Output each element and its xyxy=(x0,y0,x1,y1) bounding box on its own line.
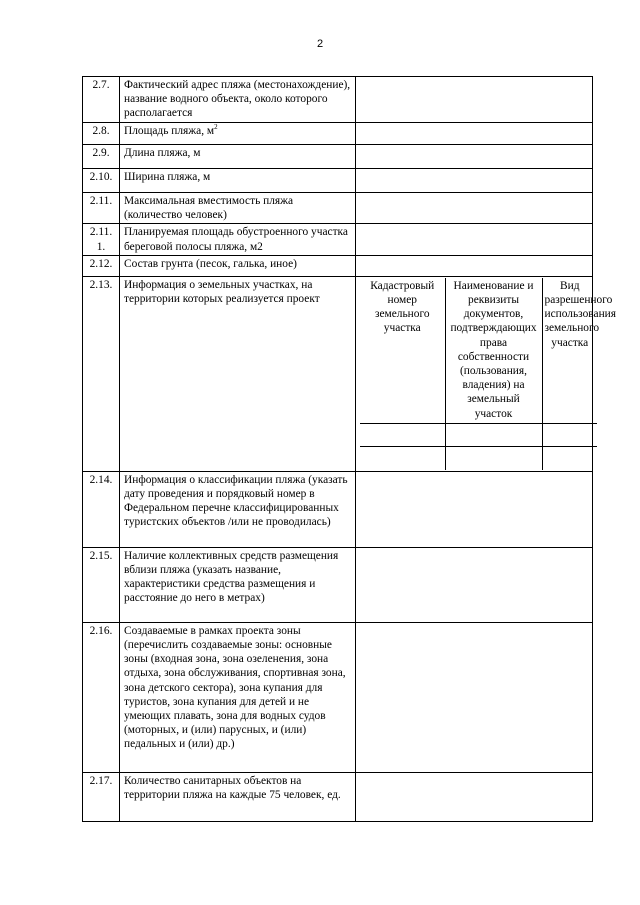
value-cell[interactable] xyxy=(356,772,593,821)
row-label: Информация о классификации пляжа (указать дату проведения и порядковый номер в Федеральном перечне классифицированных туристских объектов /или не проводилась) xyxy=(120,471,356,547)
table-row xyxy=(83,547,593,622)
beach-info-table xyxy=(82,76,617,822)
row-label xyxy=(120,123,356,145)
row-label: Ширина пляжа, м xyxy=(120,169,356,193)
row-label: Планируемая площадь обустроенного участка береговой полосы пляжа, м2 xyxy=(120,224,356,255)
row-number: 2.14. xyxy=(83,471,120,547)
row-number: 2.11. 1. xyxy=(83,224,120,255)
table-row xyxy=(83,276,593,471)
row-number: 2.15. xyxy=(83,547,120,622)
value-cell[interactable] xyxy=(356,224,593,255)
table-row xyxy=(83,145,593,169)
table-row xyxy=(83,123,593,145)
value-cell[interactable] xyxy=(356,123,593,145)
value-cell[interactable] xyxy=(356,547,593,622)
table-row xyxy=(83,193,593,224)
land-cell[interactable] xyxy=(445,424,542,447)
row-label: Длина пляжа, м xyxy=(120,145,356,169)
table-row xyxy=(83,772,593,821)
row-number: 2.10. xyxy=(83,169,120,193)
land-cell[interactable] xyxy=(542,424,597,447)
row-label: Состав грунта (песок, галька, иное) xyxy=(120,255,356,276)
page-number: 2 xyxy=(316,38,324,50)
header-cadastral-number: Кадастровый номер земельного участка xyxy=(360,278,445,424)
row-number: 2.13. xyxy=(83,276,120,471)
row-label-text: Площадь пляжа, м xyxy=(124,125,215,137)
table-row xyxy=(83,224,593,255)
value-cell[interactable] xyxy=(356,145,593,169)
row-label: Фактический адрес пляжа (местонахождение), название водного объекта, около которого располагается xyxy=(120,77,356,123)
table-row xyxy=(83,471,593,547)
land-plots-row xyxy=(360,424,597,447)
row-number: 2.12. xyxy=(83,255,120,276)
value-cell[interactable] xyxy=(356,169,593,193)
table-row xyxy=(83,255,593,276)
value-cell[interactable] xyxy=(356,77,593,123)
table-row xyxy=(83,169,593,193)
header-documents: Наименование и реквизиты документов, подтверждающих права собственности (пользования, владения) на земельный участок xyxy=(445,278,542,424)
land-plots-header-row xyxy=(360,278,597,424)
header-permitted-use: Вид разрешенного использования земельного участка xyxy=(542,278,597,424)
row-number: 2.17. xyxy=(83,772,120,821)
row-label: Максимальная вместимость пляжа (количество человек) xyxy=(120,193,356,224)
land-plots-table xyxy=(360,278,617,470)
row-label: Информация о земельных участках, на территории которых реализуется проект xyxy=(120,276,356,471)
land-plots-cell xyxy=(356,276,617,471)
row-label: Создаваемые в рамках проекта зоны (перечислить создаваемые зоны: основные зоны (входная зона, зона озеленения, зона отдыха, зона обслуживания, спортивная зона, зона детского сектора), зона купания для туристов, зона купания для детей и не умеющих плавать, зона для водных судов (моторных, и (или) парусных, и (или) педальных и (или) др.) xyxy=(120,622,356,772)
row-label: Наличие коллективных средств размещения вблизи пляжа (указать название, характеристики средства размещения и расстояние до него в метрах) xyxy=(120,547,356,622)
value-cell[interactable] xyxy=(356,622,593,772)
table-row xyxy=(83,622,593,772)
land-cell[interactable] xyxy=(542,447,597,470)
value-cell[interactable] xyxy=(356,193,593,224)
value-cell[interactable] xyxy=(356,255,593,276)
land-cell[interactable] xyxy=(360,447,445,470)
superscript: 2 xyxy=(214,123,218,132)
row-number: 2.9. xyxy=(83,145,120,169)
value-cell[interactable] xyxy=(356,471,593,547)
row-number: 2.8. xyxy=(83,123,120,145)
row-label: Количество санитарных объектов на территории пляжа на каждые 75 человек, ед. xyxy=(120,772,356,821)
row-number: 2.7. xyxy=(83,77,120,123)
table-row xyxy=(83,77,593,123)
land-cell[interactable] xyxy=(360,424,445,447)
land-cell[interactable] xyxy=(445,447,542,470)
row-number: 2.11. xyxy=(83,193,120,224)
land-plots-row xyxy=(360,447,597,470)
row-number: 2.16. xyxy=(83,622,120,772)
